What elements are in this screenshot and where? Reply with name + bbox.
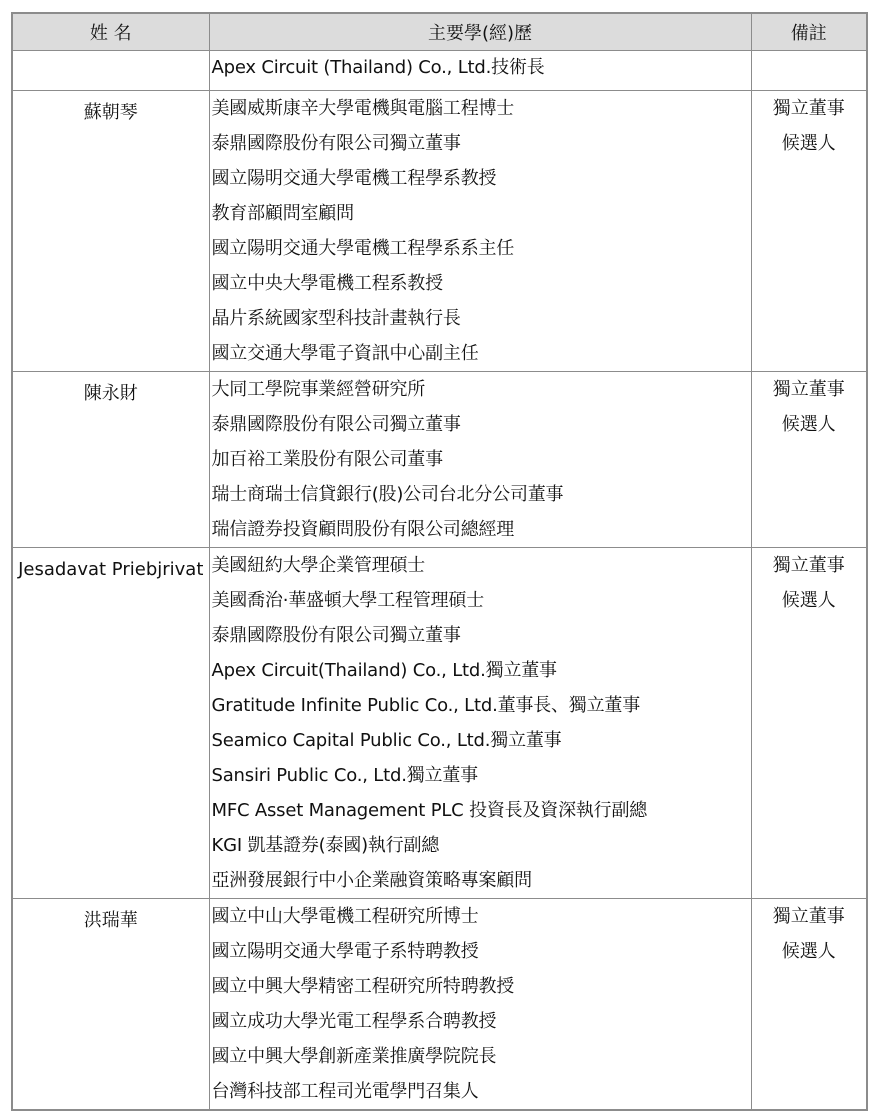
experience-cell: [209, 548, 751, 899]
experience-item: Apex Circuit(Thailand) Co., Ltd.獨立董事: [211, 660, 557, 681]
experience-item: Sansiri Public Co., Ltd.獨立董事: [211, 765, 478, 786]
note-line: 候選人: [781, 133, 836, 154]
candidate-name-cell: [12, 372, 209, 548]
note-cell: [751, 51, 867, 91]
experience-item: 國立中山大學電機工程研究所博士: [211, 906, 479, 927]
note-cell: [751, 91, 867, 372]
candidate-row: [12, 372, 867, 548]
header-name: 姓 名: [12, 13, 209, 51]
experience-item: 美國威斯康辛大學電機與電腦工程博士: [211, 98, 515, 119]
header-note: 備註: [751, 13, 867, 51]
experience-item: 泰鼎國際股份有限公司獨立董事: [211, 625, 461, 646]
experience-item: 國立陽明交通大學電機工程學系教授: [211, 168, 497, 189]
experience-item: 晶片系統國家型科技計畫執行長: [211, 308, 461, 329]
experience-item: 國立陽明交通大學電機工程學系系主任: [211, 238, 515, 259]
candidate-name: Jesadavat Priebjrivat: [18, 559, 204, 580]
experience-item: 國立交通大學電子資訊中心副主任: [211, 343, 479, 364]
note-line: 獨立董事: [772, 906, 845, 927]
experience-item: Seamico Capital Public Co., Ltd.獨立董事: [211, 730, 562, 751]
experience-item: 國立陽明交通大學電子系特聘教授: [211, 941, 479, 962]
note-line: 候選人: [781, 414, 836, 435]
experience-cell: [209, 51, 751, 91]
candidate-name: 洪瑞華: [83, 910, 138, 931]
experience-item: 大同工學院事業經營研究所: [211, 379, 426, 400]
experience-item: 瑞士商瑞士信貸銀行(股)公司台北分公司董事: [211, 484, 564, 505]
experience-item: 亞洲發展銀行中小企業融資策略專案顧問: [211, 870, 532, 891]
continuation-row: [12, 51, 867, 91]
note-cell: [751, 899, 867, 1111]
experience-item: 瑞信證券投資顧問股份有限公司總經理: [211, 519, 515, 540]
candidate-name-cell: [12, 91, 209, 372]
experience-item: 國立中興大學精密工程研究所特聘教授: [211, 976, 515, 997]
experience-item: KGI 凱基證券(泰國)執行副總: [211, 835, 440, 856]
experience-item: 美國紐約大學企業管理碩士: [211, 555, 426, 576]
experience-item: 泰鼎國際股份有限公司獨立董事: [211, 133, 461, 154]
note-line: 獨立董事: [772, 555, 845, 576]
experience-item: Gratitude Infinite Public Co., Ltd.董事長、獨立董事: [211, 695, 640, 716]
experience-item: 國立中央大學電機工程系教授: [211, 273, 443, 294]
experience-item: 台灣科技部工程司光電學門召集人: [211, 1081, 479, 1102]
candidate-row: [12, 899, 867, 1111]
candidate-row: [12, 548, 867, 899]
header-row: [12, 13, 867, 51]
experience-item: 泰鼎國際股份有限公司獨立董事: [211, 414, 461, 435]
note-line: 候選人: [781, 590, 836, 611]
candidate-name-cell: [12, 548, 209, 899]
experience-cell: [209, 372, 751, 548]
experience-cell: [209, 91, 751, 372]
note-cell: [751, 548, 867, 899]
candidate-name: 蘇朝琴: [83, 102, 138, 123]
director-candidates-table: [11, 12, 868, 1111]
note-line: 候選人: [781, 941, 836, 962]
experience-item: 加百裕工業股份有限公司董事: [211, 449, 443, 470]
experience-item: 教育部顧問室顧問: [211, 203, 354, 224]
header-experience: 主要學(經)歷: [209, 13, 751, 51]
experience-item: Apex Circuit (Thailand) Co., Ltd.技術長: [211, 57, 545, 78]
note-line: 獨立董事: [772, 379, 845, 400]
candidate-row: [12, 91, 867, 372]
note-cell: [751, 372, 867, 548]
experience-item: 美國喬治·華盛頓大學工程管理碩士: [211, 590, 485, 611]
experience-item: 國立成功大學光電工程學系合聘教授: [211, 1011, 497, 1032]
table-header: [12, 13, 867, 51]
experience-cell: [209, 899, 751, 1111]
experience-item: MFC Asset Management PLC 投資長及資深執行副總: [211, 800, 648, 821]
candidate-name-cell: [12, 899, 209, 1111]
candidate-name: [13, 55, 209, 90]
note-line: 獨立董事: [772, 98, 845, 119]
table-body: [12, 51, 867, 1111]
experience-item: 國立中興大學創新產業推廣學院院長: [211, 1046, 497, 1067]
candidate-name: 陳永財: [83, 383, 138, 404]
candidate-name-cell: [12, 51, 209, 91]
